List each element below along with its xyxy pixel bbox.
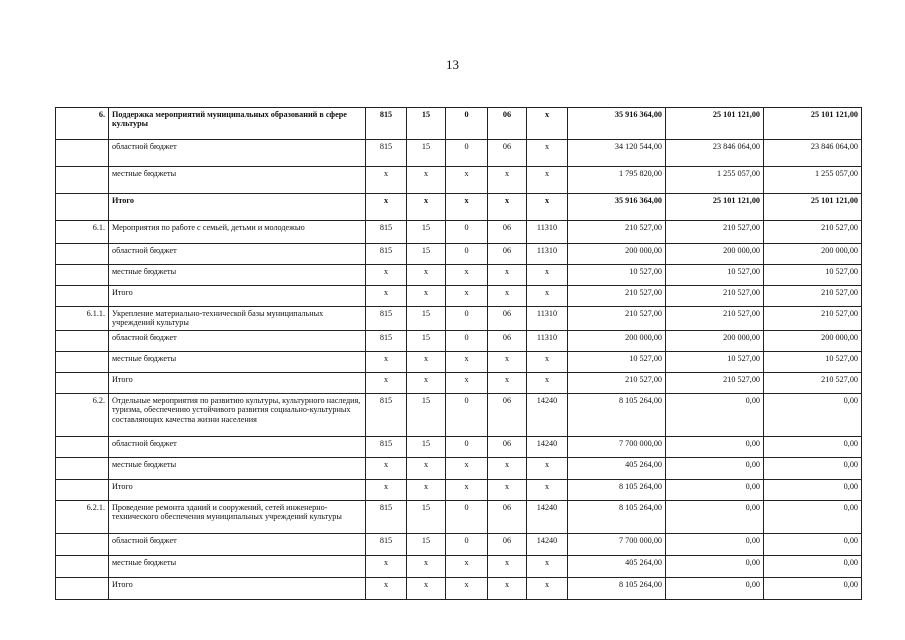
code-program-cell: x: [488, 372, 527, 393]
code-section-cell: x: [407, 265, 446, 286]
amount-year3-cell: 25 101 121,00: [764, 194, 862, 221]
code-program-cell: x: [488, 457, 527, 479]
amount-year2-cell: 10 527,00: [666, 351, 764, 372]
row-index-cell: [56, 286, 109, 307]
code-program-cell: 06: [488, 244, 527, 265]
row-index-cell: [56, 436, 109, 457]
code-target-cell: x: [527, 372, 568, 393]
code-section-cell: 15: [407, 108, 446, 140]
amount-year3-cell: 0,00: [764, 500, 862, 533]
table-body: [56, 108, 862, 600]
amount-year2-cell: 25 101 121,00: [666, 108, 764, 140]
code-section-cell: 15: [407, 500, 446, 533]
row-name-cell: Поддержка мероприятий муниципальных образований в сфере культуры: [109, 108, 366, 140]
amount-year1-cell: 10 527,00: [568, 265, 666, 286]
row-name-cell: местные бюджеты: [109, 167, 366, 194]
amount-year1-cell: 405 264,00: [568, 555, 666, 577]
table-row: [56, 393, 862, 436]
code-grbs-cell: x: [366, 167, 407, 194]
row-index-cell: [56, 244, 109, 265]
amount-year1-cell: 8 105 264,00: [568, 577, 666, 599]
code-subsection-cell: 0: [446, 307, 488, 331]
row-name-cell: областной бюджет: [109, 436, 366, 457]
row-name-cell: Мероприятия по работе с семьей, детьми и молодежью: [109, 221, 366, 244]
amount-year1-cell: 1 795 820,00: [568, 167, 666, 194]
row-index-cell: [56, 265, 109, 286]
table-row: [56, 500, 862, 533]
code-section-cell: x: [407, 457, 446, 479]
row-name-cell: местные бюджеты: [109, 265, 366, 286]
amount-year1-cell: 8 105 264,00: [568, 479, 666, 500]
code-subsection-cell: 0: [446, 108, 488, 140]
code-target-cell: x: [527, 140, 568, 167]
code-program-cell: 06: [488, 533, 527, 555]
row-index-cell: [56, 577, 109, 599]
row-index-cell: [56, 140, 109, 167]
budget-table: [55, 107, 862, 600]
amount-year1-cell: 8 105 264,00: [568, 393, 666, 436]
amount-year2-cell: 1 255 057,00: [666, 167, 764, 194]
row-name-cell: областной бюджет: [109, 533, 366, 555]
table-row: [56, 194, 862, 221]
code-target-cell: 11310: [527, 244, 568, 265]
amount-year2-cell: 210 527,00: [666, 372, 764, 393]
row-index-cell: [56, 479, 109, 500]
amount-year3-cell: 0,00: [764, 393, 862, 436]
table-row: [56, 436, 862, 457]
code-program-cell: x: [488, 265, 527, 286]
amount-year2-cell: 210 527,00: [666, 307, 764, 331]
row-index-cell: [56, 167, 109, 194]
amount-year1-cell: 405 264,00: [568, 457, 666, 479]
code-grbs-cell: 815: [366, 108, 407, 140]
code-subsection-cell: x: [446, 479, 488, 500]
code-subsection-cell: x: [446, 265, 488, 286]
code-program-cell: 06: [488, 393, 527, 436]
code-program-cell: 06: [488, 108, 527, 140]
amount-year2-cell: 25 101 121,00: [666, 194, 764, 221]
amount-year2-cell: 0,00: [666, 500, 764, 533]
code-grbs-cell: 815: [366, 500, 407, 533]
amount-year2-cell: 0,00: [666, 533, 764, 555]
code-program-cell: x: [488, 479, 527, 500]
amount-year1-cell: 210 527,00: [568, 307, 666, 331]
amount-year3-cell: 1 255 057,00: [764, 167, 862, 194]
code-section-cell: 15: [407, 533, 446, 555]
code-grbs-cell: 815: [366, 140, 407, 167]
code-subsection-cell: x: [446, 194, 488, 221]
table-row: [56, 307, 862, 331]
code-grbs-cell: 815: [366, 533, 407, 555]
row-index-cell: [56, 533, 109, 555]
code-program-cell: x: [488, 167, 527, 194]
code-section-cell: 15: [407, 244, 446, 265]
amount-year2-cell: 0,00: [666, 436, 764, 457]
row-index-cell: [56, 330, 109, 351]
amount-year3-cell: 23 846 064,00: [764, 140, 862, 167]
code-subsection-cell: 0: [446, 533, 488, 555]
code-target-cell: 11310: [527, 221, 568, 244]
amount-year1-cell: 200 000,00: [568, 330, 666, 351]
code-subsection-cell: x: [446, 351, 488, 372]
table-row: [56, 286, 862, 307]
code-subsection-cell: 0: [446, 436, 488, 457]
code-grbs-cell: x: [366, 372, 407, 393]
row-name-cell: областной бюджет: [109, 330, 366, 351]
amount-year3-cell: 10 527,00: [764, 265, 862, 286]
table-row: [56, 265, 862, 286]
code-target-cell: x: [527, 108, 568, 140]
code-section-cell: x: [407, 194, 446, 221]
code-target-cell: x: [527, 351, 568, 372]
code-target-cell: 11310: [527, 330, 568, 351]
amount-year2-cell: 200 000,00: [666, 330, 764, 351]
code-target-cell: x: [527, 194, 568, 221]
amount-year2-cell: 0,00: [666, 577, 764, 599]
code-subsection-cell: x: [446, 167, 488, 194]
amount-year1-cell: 210 527,00: [568, 372, 666, 393]
code-target-cell: x: [527, 479, 568, 500]
row-index-cell: [56, 372, 109, 393]
row-name-cell: областной бюджет: [109, 140, 366, 167]
amount-year3-cell: 0,00: [764, 479, 862, 500]
code-program-cell: x: [488, 555, 527, 577]
table-row: [56, 457, 862, 479]
code-grbs-cell: x: [366, 194, 407, 221]
table-row: [56, 330, 862, 351]
amount-year3-cell: 0,00: [764, 577, 862, 599]
code-program-cell: x: [488, 351, 527, 372]
code-grbs-cell: x: [366, 265, 407, 286]
amount-year1-cell: 10 527,00: [568, 351, 666, 372]
code-target-cell: 14240: [527, 393, 568, 436]
code-target-cell: x: [527, 577, 568, 599]
row-index-cell: [56, 351, 109, 372]
row-name-cell: Итого: [109, 194, 366, 221]
amount-year1-cell: 200 000,00: [568, 244, 666, 265]
row-index-cell: [56, 555, 109, 577]
amount-year3-cell: 0,00: [764, 533, 862, 555]
table-row: [56, 533, 862, 555]
row-name-cell: местные бюджеты: [109, 351, 366, 372]
code-program-cell: x: [488, 194, 527, 221]
code-section-cell: x: [407, 577, 446, 599]
code-subsection-cell: x: [446, 372, 488, 393]
row-name-cell: Итого: [109, 372, 366, 393]
table-row: [56, 221, 862, 244]
amount-year2-cell: 0,00: [666, 457, 764, 479]
code-section-cell: x: [407, 167, 446, 194]
row-index-cell: [56, 194, 109, 221]
code-target-cell: x: [527, 167, 568, 194]
table-row: [56, 577, 862, 599]
code-section-cell: 15: [407, 221, 446, 244]
amount-year2-cell: 210 527,00: [666, 286, 764, 307]
code-section-cell: x: [407, 372, 446, 393]
table-row: [56, 244, 862, 265]
code-section-cell: 15: [407, 140, 446, 167]
row-name-cell: Итого: [109, 577, 366, 599]
code-grbs-cell: 815: [366, 307, 407, 331]
code-section-cell: x: [407, 286, 446, 307]
code-subsection-cell: x: [446, 457, 488, 479]
code-grbs-cell: x: [366, 577, 407, 599]
code-subsection-cell: 0: [446, 221, 488, 244]
row-index-cell: 6.2.1.: [56, 500, 109, 533]
amount-year3-cell: 210 527,00: [764, 372, 862, 393]
amount-year1-cell: 35 916 364,00: [568, 108, 666, 140]
row-name-cell: Итого: [109, 286, 366, 307]
code-subsection-cell: 0: [446, 393, 488, 436]
table-row: [56, 108, 862, 140]
amount-year3-cell: 0,00: [764, 457, 862, 479]
amount-year3-cell: 25 101 121,00: [764, 108, 862, 140]
code-target-cell: 14240: [527, 533, 568, 555]
amount-year2-cell: 0,00: [666, 479, 764, 500]
amount-year2-cell: 210 527,00: [666, 221, 764, 244]
row-index-cell: 6.1.: [56, 221, 109, 244]
amount-year3-cell: 210 527,00: [764, 286, 862, 307]
row-name-cell: областной бюджет: [109, 244, 366, 265]
amount-year2-cell: 10 527,00: [666, 265, 764, 286]
row-index-cell: 6.: [56, 108, 109, 140]
code-target-cell: 11310: [527, 307, 568, 331]
amount-year1-cell: 35 916 364,00: [568, 194, 666, 221]
row-index-cell: 6.1.1.: [56, 307, 109, 331]
code-grbs-cell: 815: [366, 330, 407, 351]
amount-year1-cell: 34 120 544,00: [568, 140, 666, 167]
table-row: [56, 555, 862, 577]
row-name-cell: Укрепление материально-технической базы муниципальных учреждений культуры: [109, 307, 366, 331]
code-section-cell: 15: [407, 393, 446, 436]
code-subsection-cell: 0: [446, 244, 488, 265]
code-grbs-cell: 815: [366, 221, 407, 244]
amount-year3-cell: 0,00: [764, 436, 862, 457]
amount-year2-cell: 200 000,00: [666, 244, 764, 265]
row-name-cell: местные бюджеты: [109, 457, 366, 479]
amount-year3-cell: 0,00: [764, 555, 862, 577]
code-subsection-cell: x: [446, 555, 488, 577]
code-section-cell: 15: [407, 436, 446, 457]
code-program-cell: 06: [488, 330, 527, 351]
table-row: [56, 479, 862, 500]
code-program-cell: x: [488, 577, 527, 599]
code-subsection-cell: 0: [446, 330, 488, 351]
code-target-cell: x: [527, 286, 568, 307]
code-section-cell: x: [407, 351, 446, 372]
code-grbs-cell: x: [366, 286, 407, 307]
code-target-cell: x: [527, 555, 568, 577]
code-grbs-cell: 815: [366, 393, 407, 436]
page-number: 13: [446, 57, 459, 72]
table-row: [56, 372, 862, 393]
row-name-cell: Итого: [109, 479, 366, 500]
code-target-cell: x: [527, 457, 568, 479]
code-program-cell: x: [488, 286, 527, 307]
code-grbs-cell: 815: [366, 436, 407, 457]
row-index-cell: 6.2.: [56, 393, 109, 436]
code-subsection-cell: x: [446, 577, 488, 599]
code-program-cell: 06: [488, 436, 527, 457]
code-grbs-cell: 815: [366, 244, 407, 265]
code-subsection-cell: 0: [446, 500, 488, 533]
code-program-cell: 06: [488, 140, 527, 167]
code-subsection-cell: 0: [446, 140, 488, 167]
code-section-cell: 15: [407, 330, 446, 351]
code-program-cell: 06: [488, 307, 527, 331]
amount-year2-cell: 0,00: [666, 555, 764, 577]
amount-year1-cell: 7 700 000,00: [568, 533, 666, 555]
code-section-cell: x: [407, 555, 446, 577]
code-program-cell: 06: [488, 500, 527, 533]
table-row: [56, 351, 862, 372]
code-section-cell: x: [407, 479, 446, 500]
code-grbs-cell: x: [366, 457, 407, 479]
code-grbs-cell: x: [366, 351, 407, 372]
amount-year3-cell: 10 527,00: [764, 351, 862, 372]
amount-year1-cell: 210 527,00: [568, 221, 666, 244]
row-name-cell: Отдельные мероприятия по развитию культуры, культурного наследия, туризма, обеспечению устойчивого развития социально-культурных составляющих качества жизни населения: [109, 393, 366, 436]
code-target-cell: x: [527, 265, 568, 286]
amount-year3-cell: 200 000,00: [764, 330, 862, 351]
code-target-cell: 14240: [527, 436, 568, 457]
amount-year2-cell: 23 846 064,00: [666, 140, 764, 167]
code-grbs-cell: x: [366, 479, 407, 500]
row-name-cell: местные бюджеты: [109, 555, 366, 577]
amount-year1-cell: 7 700 000,00: [568, 436, 666, 457]
code-target-cell: 14240: [527, 500, 568, 533]
amount-year3-cell: 210 527,00: [764, 221, 862, 244]
code-section-cell: 15: [407, 307, 446, 331]
code-subsection-cell: x: [446, 286, 488, 307]
amount-year3-cell: 200 000,00: [764, 244, 862, 265]
table-row: [56, 167, 862, 194]
amount-year1-cell: 210 527,00: [568, 286, 666, 307]
code-grbs-cell: x: [366, 555, 407, 577]
amount-year2-cell: 0,00: [666, 393, 764, 436]
amount-year1-cell: 8 105 264,00: [568, 500, 666, 533]
code-program-cell: 06: [488, 221, 527, 244]
row-index-cell: [56, 457, 109, 479]
amount-year3-cell: 210 527,00: [764, 307, 862, 331]
row-name-cell: Проведение ремонта зданий и сооружений, сетей инженерно-технического обеспечения муниципальных учреждений культуры: [109, 500, 366, 533]
table-row: [56, 140, 862, 167]
